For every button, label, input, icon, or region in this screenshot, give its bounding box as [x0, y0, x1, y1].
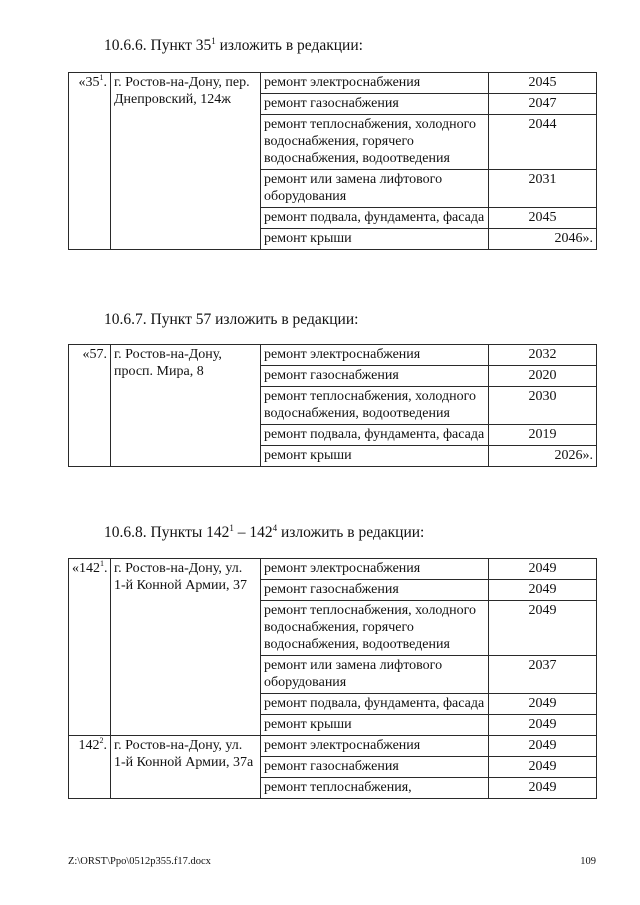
year-cell: 2020 — [489, 366, 597, 387]
work-cell: ремонт подвала, фундамента, фасада — [261, 694, 489, 715]
year-cell: 2019 — [489, 425, 597, 446]
item-address: г. Ростов-на-Дону, пер. Днепровский, 124ж — [111, 73, 261, 250]
section-heading-10-6-6 — [104, 37, 363, 55]
year-cell: 2045 — [489, 208, 597, 229]
table-10-6-6 — [68, 72, 597, 250]
year-cell: 2049 — [489, 559, 597, 580]
year-cell: 2045 — [489, 73, 597, 94]
year-cell: 2049 — [489, 601, 597, 656]
work-cell: ремонт электроснабжения — [261, 345, 489, 366]
heading-text: – 142 — [233, 524, 273, 541]
table-row — [69, 559, 597, 580]
year-cell: 2049 — [489, 715, 597, 736]
year-cell: 2026». — [489, 446, 597, 467]
section-heading-10-6-7 — [104, 311, 358, 329]
work-cell: ремонт теплоснабжения, холодного водоснабжения, водоотведения — [261, 387, 489, 425]
work-cell: ремонт крыши — [261, 715, 489, 736]
item-number: «57. — [69, 345, 111, 467]
work-cell: ремонт газоснабжения — [261, 366, 489, 387]
item-address: г. Ростов-на-Дону, ул. 1-й Конной Армии, 37 — [111, 559, 261, 736]
year-cell: 2044 — [489, 115, 597, 170]
heading-text: 10.6.7. Пункт 57 изложить в редакции: — [104, 311, 359, 328]
year-cell: 2031 — [489, 170, 597, 208]
item-number: $142^2$. — [69, 736, 111, 799]
year-cell: 2049 — [489, 736, 597, 757]
work-cell: ремонт или замена лифтового оборудования — [261, 656, 489, 694]
work-cell: ремонт или замена лифтового оборудования — [261, 170, 489, 208]
table-row — [69, 736, 597, 757]
footer-file-path: Z:\ORST\Ppo\0512p355.f17.docx — [68, 856, 211, 867]
work-cell: ремонт крыши — [261, 446, 489, 467]
heading-text: 10.6.8. Пункты 142 — [104, 524, 230, 541]
heading-text: изложить в редакции: — [277, 524, 425, 541]
year-cell: 2030 — [489, 387, 597, 425]
item-address: г. Ростов-на-Дону, ул. 1-й Конной Армии, 37а — [111, 736, 261, 799]
heading-superscript: 4 — [272, 523, 278, 533]
work-cell: ремонт подвала, фундамента, фасада — [261, 425, 489, 446]
year-cell: 2049 — [489, 694, 597, 715]
table-row — [69, 345, 597, 366]
year-cell: 2047 — [489, 94, 597, 115]
work-cell: ремонт газоснабжения — [261, 757, 489, 778]
table-10-6-7 — [68, 344, 597, 467]
work-cell: ремонт электроснабжения — [261, 736, 489, 757]
year-cell: 2037 — [489, 656, 597, 694]
work-cell: ремонт газоснабжения — [261, 94, 489, 115]
heading-superscript: 1 — [211, 36, 216, 46]
heading-superscript: 1 — [229, 523, 234, 533]
table-row — [69, 73, 597, 94]
heading-text: изложить в редакции: — [215, 37, 363, 54]
work-cell: ремонт теплоснабжения, холодного водоснабжения, горячего водоснабжения, водоотведения — [261, 601, 489, 656]
section-heading-10-6-8 — [104, 524, 424, 542]
year-cell: 2049 — [489, 778, 597, 799]
year-cell: 2049 — [489, 580, 597, 601]
item-address: г. Ростов-на-Дону, просп. Мира, 8 — [111, 345, 261, 467]
heading-text: 10.6.6. Пункт 35 — [104, 37, 212, 54]
work-cell: ремонт подвала, фундамента, фасада — [261, 208, 489, 229]
year-cell: 2032 — [489, 345, 597, 366]
work-cell: ремонт теплоснабжения, — [261, 778, 489, 799]
year-cell: 2046». — [489, 229, 597, 250]
work-cell: ремонт газоснабжения — [261, 580, 489, 601]
table-10-6-8 — [68, 558, 597, 799]
work-cell: ремонт теплоснабжения, холодного водоснабжения, горячего водоснабжения, водоотведения — [261, 115, 489, 170]
work-cell: ремонт электроснабжения — [261, 73, 489, 94]
item-number: «$142^1$. — [69, 559, 111, 736]
year-cell: 2049 — [489, 757, 597, 778]
item-number: «$35^1$. — [69, 73, 111, 250]
work-cell: ремонт электроснабжения — [261, 559, 489, 580]
footer-page-number: 109 — [580, 856, 596, 867]
work-cell: ремонт крыши — [261, 229, 489, 250]
